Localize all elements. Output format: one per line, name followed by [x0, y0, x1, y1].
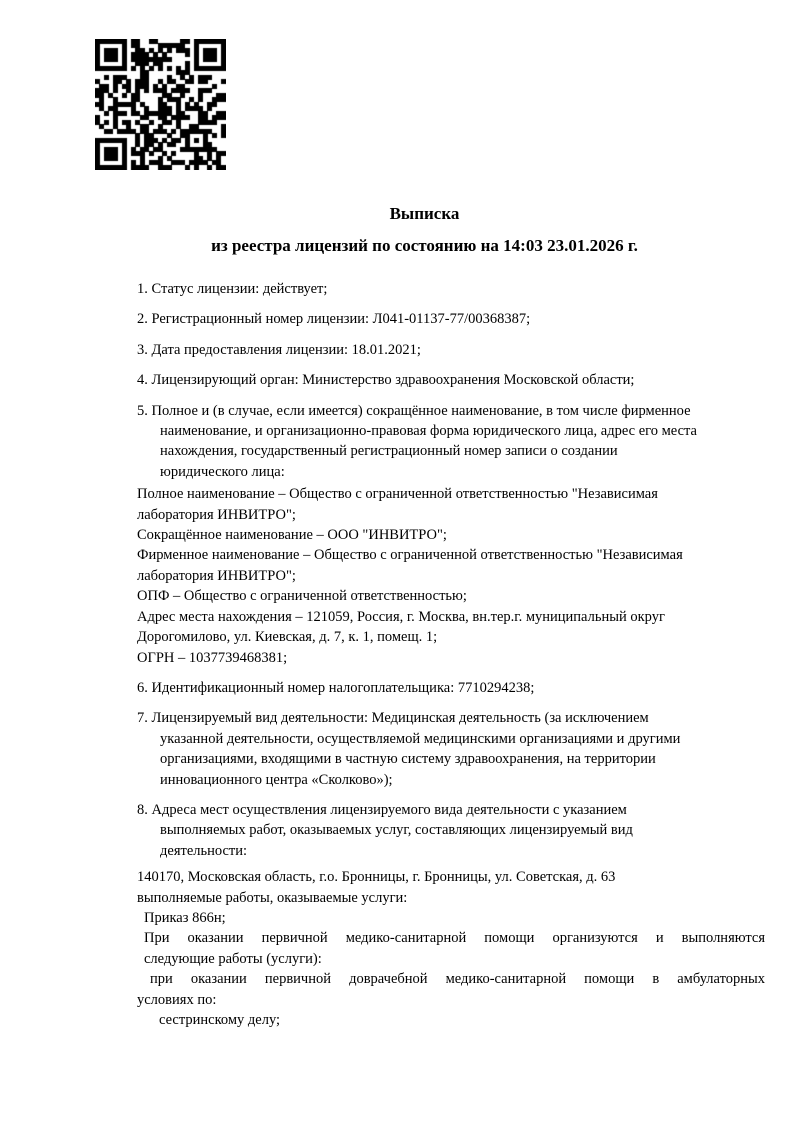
doc-line: выполняемые работы, оказываемые услуги: — [137, 889, 408, 906]
doc-line: 2. Регистрационный номер лицензии: Л041-01137-77/00368387; — [137, 311, 531, 328]
doc-line: нахождения, государственный регистрационный номер записи о создании — [160, 443, 618, 460]
doc-line: 8. Адреса мест осуществления лицензируемого вида деятельности с указанием — [137, 801, 627, 818]
doc-line: лаборатория ИНВИТРО"; — [137, 567, 296, 584]
doc-line: инновационного центра «Сколково»); — [160, 771, 393, 788]
doc-line: 3. Дата предоставления лицензии: 18.01.2021; — [137, 341, 421, 358]
doc-line: При оказании первичной медико-санитарной помощи организуются и выполняются — [144, 930, 765, 947]
doc-line: Приказ 866н; — [144, 909, 226, 926]
doc-line: условиях по: — [137, 991, 217, 1008]
doc-line: деятельности: — [160, 842, 248, 859]
document-title: Выписка — [389, 204, 460, 223]
doc-line: 1. Статус лицензии: действует; — [137, 281, 328, 297]
doc-line: 6. Идентификационный номер налогоплательщика: 7710294238; — [137, 679, 535, 696]
doc-line: Фирменное наименование – Общество с ограниченной ответственностью "Независимая — [137, 547, 683, 564]
doc-line: 140170, Московская область, г.о. Бронницы, г. Бронницы, ул. Советская, д. 63 — [137, 869, 616, 886]
doc-line: Полное наименование – Общество с ограниченной ответственностью "Независимая — [137, 486, 658, 503]
document-body — [137, 279, 765, 1030]
document-subtitle: из реестра лицензий по состоянию на 14:03 23.01.2026 г. — [211, 236, 638, 255]
doc-line: 4. Лицензирующий орган: Министерство здравоохранения Московской области; — [137, 372, 635, 389]
doc-line: 5. Полное и (в случае, если имеется) сокращённое наименование, в том числе фирменное — [137, 402, 691, 419]
doc-line: 7. Лицензируемый вид деятельности: Медицинская деятельность (за исключением — [137, 710, 649, 727]
document-content — [137, 203, 765, 1030]
qr-code-icon — [95, 39, 226, 170]
doc-line: сестринскому делу; — [159, 1012, 281, 1028]
doc-line: организациями, входящими в частную систему здравоохранения, на территории — [160, 751, 656, 768]
doc-line: Адрес места нахождения – 121059, Россия, г. Москва, вн.тер.г. муниципальный округ — [137, 608, 665, 625]
doc-line: следующие работы (услуги): — [144, 950, 322, 967]
doc-line: Сокращённое наименование – ООО "ИНВИТРО"; — [137, 527, 447, 544]
doc-line: указанной деятельности, осуществляемой медицинскими организациями и другими — [160, 730, 681, 747]
doc-line: выполняемых работ, оказываемых услуг, составляющих лицензируемый вид — [160, 822, 633, 839]
doc-line: ОГРН – 1037739468381; — [137, 649, 288, 666]
doc-line: лаборатория ИНВИТРО"; — [137, 506, 296, 523]
doc-line: юридического лица: — [160, 463, 285, 480]
doc-line: ОПФ – Общество с ограниченной ответственностью; — [137, 588, 467, 605]
doc-line: Дорогомилово, ул. Киевская, д. 7, к. 1, помещ. 1; — [137, 629, 438, 646]
doc-line: наименование, и организационно-правовая форма юридического лица, адрес его места — [160, 423, 697, 440]
document-heading — [137, 203, 712, 257]
doc-line: при оказании первичной доврачебной медико-санитарной помощи в амбулаторных — [150, 971, 765, 988]
